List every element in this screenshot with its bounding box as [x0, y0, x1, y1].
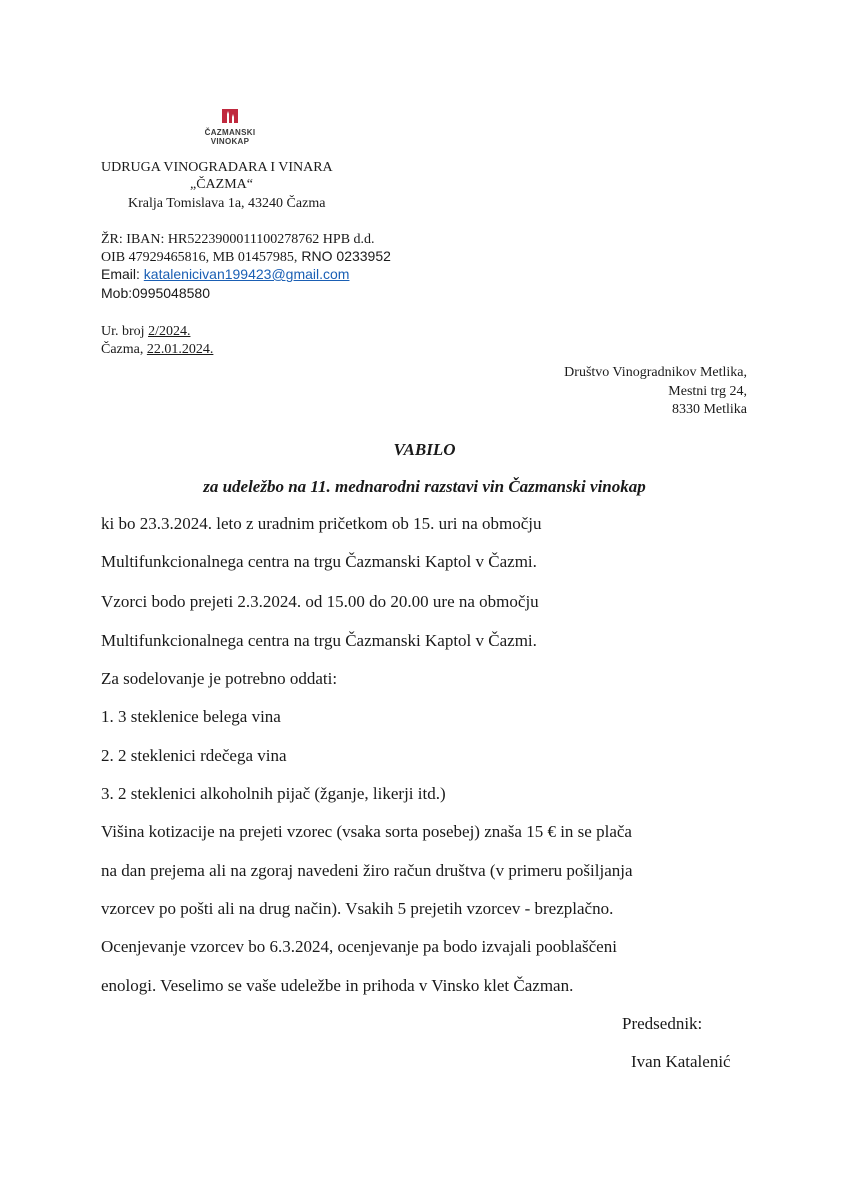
- body-line: Višina kotizacije na prejeti vzorec (vsaka sorta posebej) znaša 15 € in se plača: [101, 822, 632, 841]
- logo: [200, 108, 260, 146]
- reference-date: 22.01.2024.: [146, 342, 214, 357]
- logo-emblem-icon: [220, 108, 240, 124]
- email-link[interactable]: katalenicivan199423@gmail.com: [143, 266, 350, 282]
- reference-place: Čazma,: [101, 342, 144, 357]
- signature-name: Ivan Katalenić: [631, 1052, 731, 1071]
- logo-text-line1: ČAZMANSKI: [204, 128, 256, 137]
- sender-rno: RNO 0233952: [301, 248, 391, 264]
- reference-date-row: [101, 341, 213, 358]
- reference-number-row: [101, 323, 190, 340]
- list-item: 2. 2 steklenici rdečega vina: [101, 746, 287, 765]
- sender-address: Kralja Tomislava 1a, 43240 Čazma: [128, 196, 326, 211]
- body-line: na dan prejema ali na zgoraj navedeni žiro račun društva (v primeru pošiljanja: [101, 861, 633, 880]
- signature-role: Predsednik:: [622, 1014, 703, 1033]
- body-line: vzorcev po pošti ali na drug način). Vsakih 5 prejetih vzorcev - brezplačno.: [101, 899, 614, 918]
- list-item: 3. 2 steklenici alkoholnih pijač (žganje, likerji itd.): [101, 784, 446, 803]
- body-line: ki bo 23.3.2024. leto z uradnim pričetkom ob 15. uri na območju: [101, 514, 542, 533]
- body-line: Za sodelovanje je potrebno oddati:: [101, 669, 338, 688]
- reference-number-label: Ur. broj: [101, 324, 145, 339]
- body-line: enologi. Veselimo se vaše udeležbe in prihoda v Vinsko klet Čazman.: [101, 976, 574, 995]
- invitation-subtitle: za udeležbo na 11. mednarodni razstavi vin Čazmanski vinokap: [203, 477, 646, 496]
- recipient-line2: Mestni trg 24,: [668, 384, 747, 399]
- sender-ids-serif: OIB 47929465816, MB 01457985,: [101, 250, 298, 265]
- invitation-title: VABILO: [393, 440, 456, 459]
- sender-org-city: „ČAZMA“: [190, 177, 253, 192]
- body-line: Multifunkcionalnega centra na trgu Čazmanski Kaptol v Čazmi.: [101, 552, 537, 571]
- email-label: Email:: [101, 266, 140, 282]
- sender-ids: [101, 248, 391, 266]
- recipient-line3: 8330 Metlika: [671, 402, 747, 417]
- logo-text-line2: VINOKAP: [210, 137, 250, 146]
- sender-bank: ŽR: IBAN: HR5223900011100278762 HPB d.d.: [101, 232, 375, 247]
- body-line: Vzorci bodo prejeti 2.3.2024. od 15.00 do 20.00 ure na območju: [101, 592, 539, 611]
- body-line: Ocenjevanje vzorcev bo 6.3.2024, ocenjevanje pa bodo izvajali pooblaščeni: [101, 937, 617, 956]
- list-item: 1. 3 steklenice belega vina: [101, 707, 281, 726]
- sender-org-name: UDRUGA VINOGRADARA I VINARA: [101, 160, 333, 175]
- body-line: Multifunkcionalnega centra na trgu Čazmanski Kaptol v Čazmi.: [101, 631, 537, 650]
- recipient-line1: Društvo Vinogradnikov Metlika,: [564, 365, 747, 380]
- sender-mobile: Mob:0995048580: [101, 285, 210, 301]
- sender-email-row: [101, 266, 349, 283]
- reference-number: 2/2024.: [148, 324, 191, 339]
